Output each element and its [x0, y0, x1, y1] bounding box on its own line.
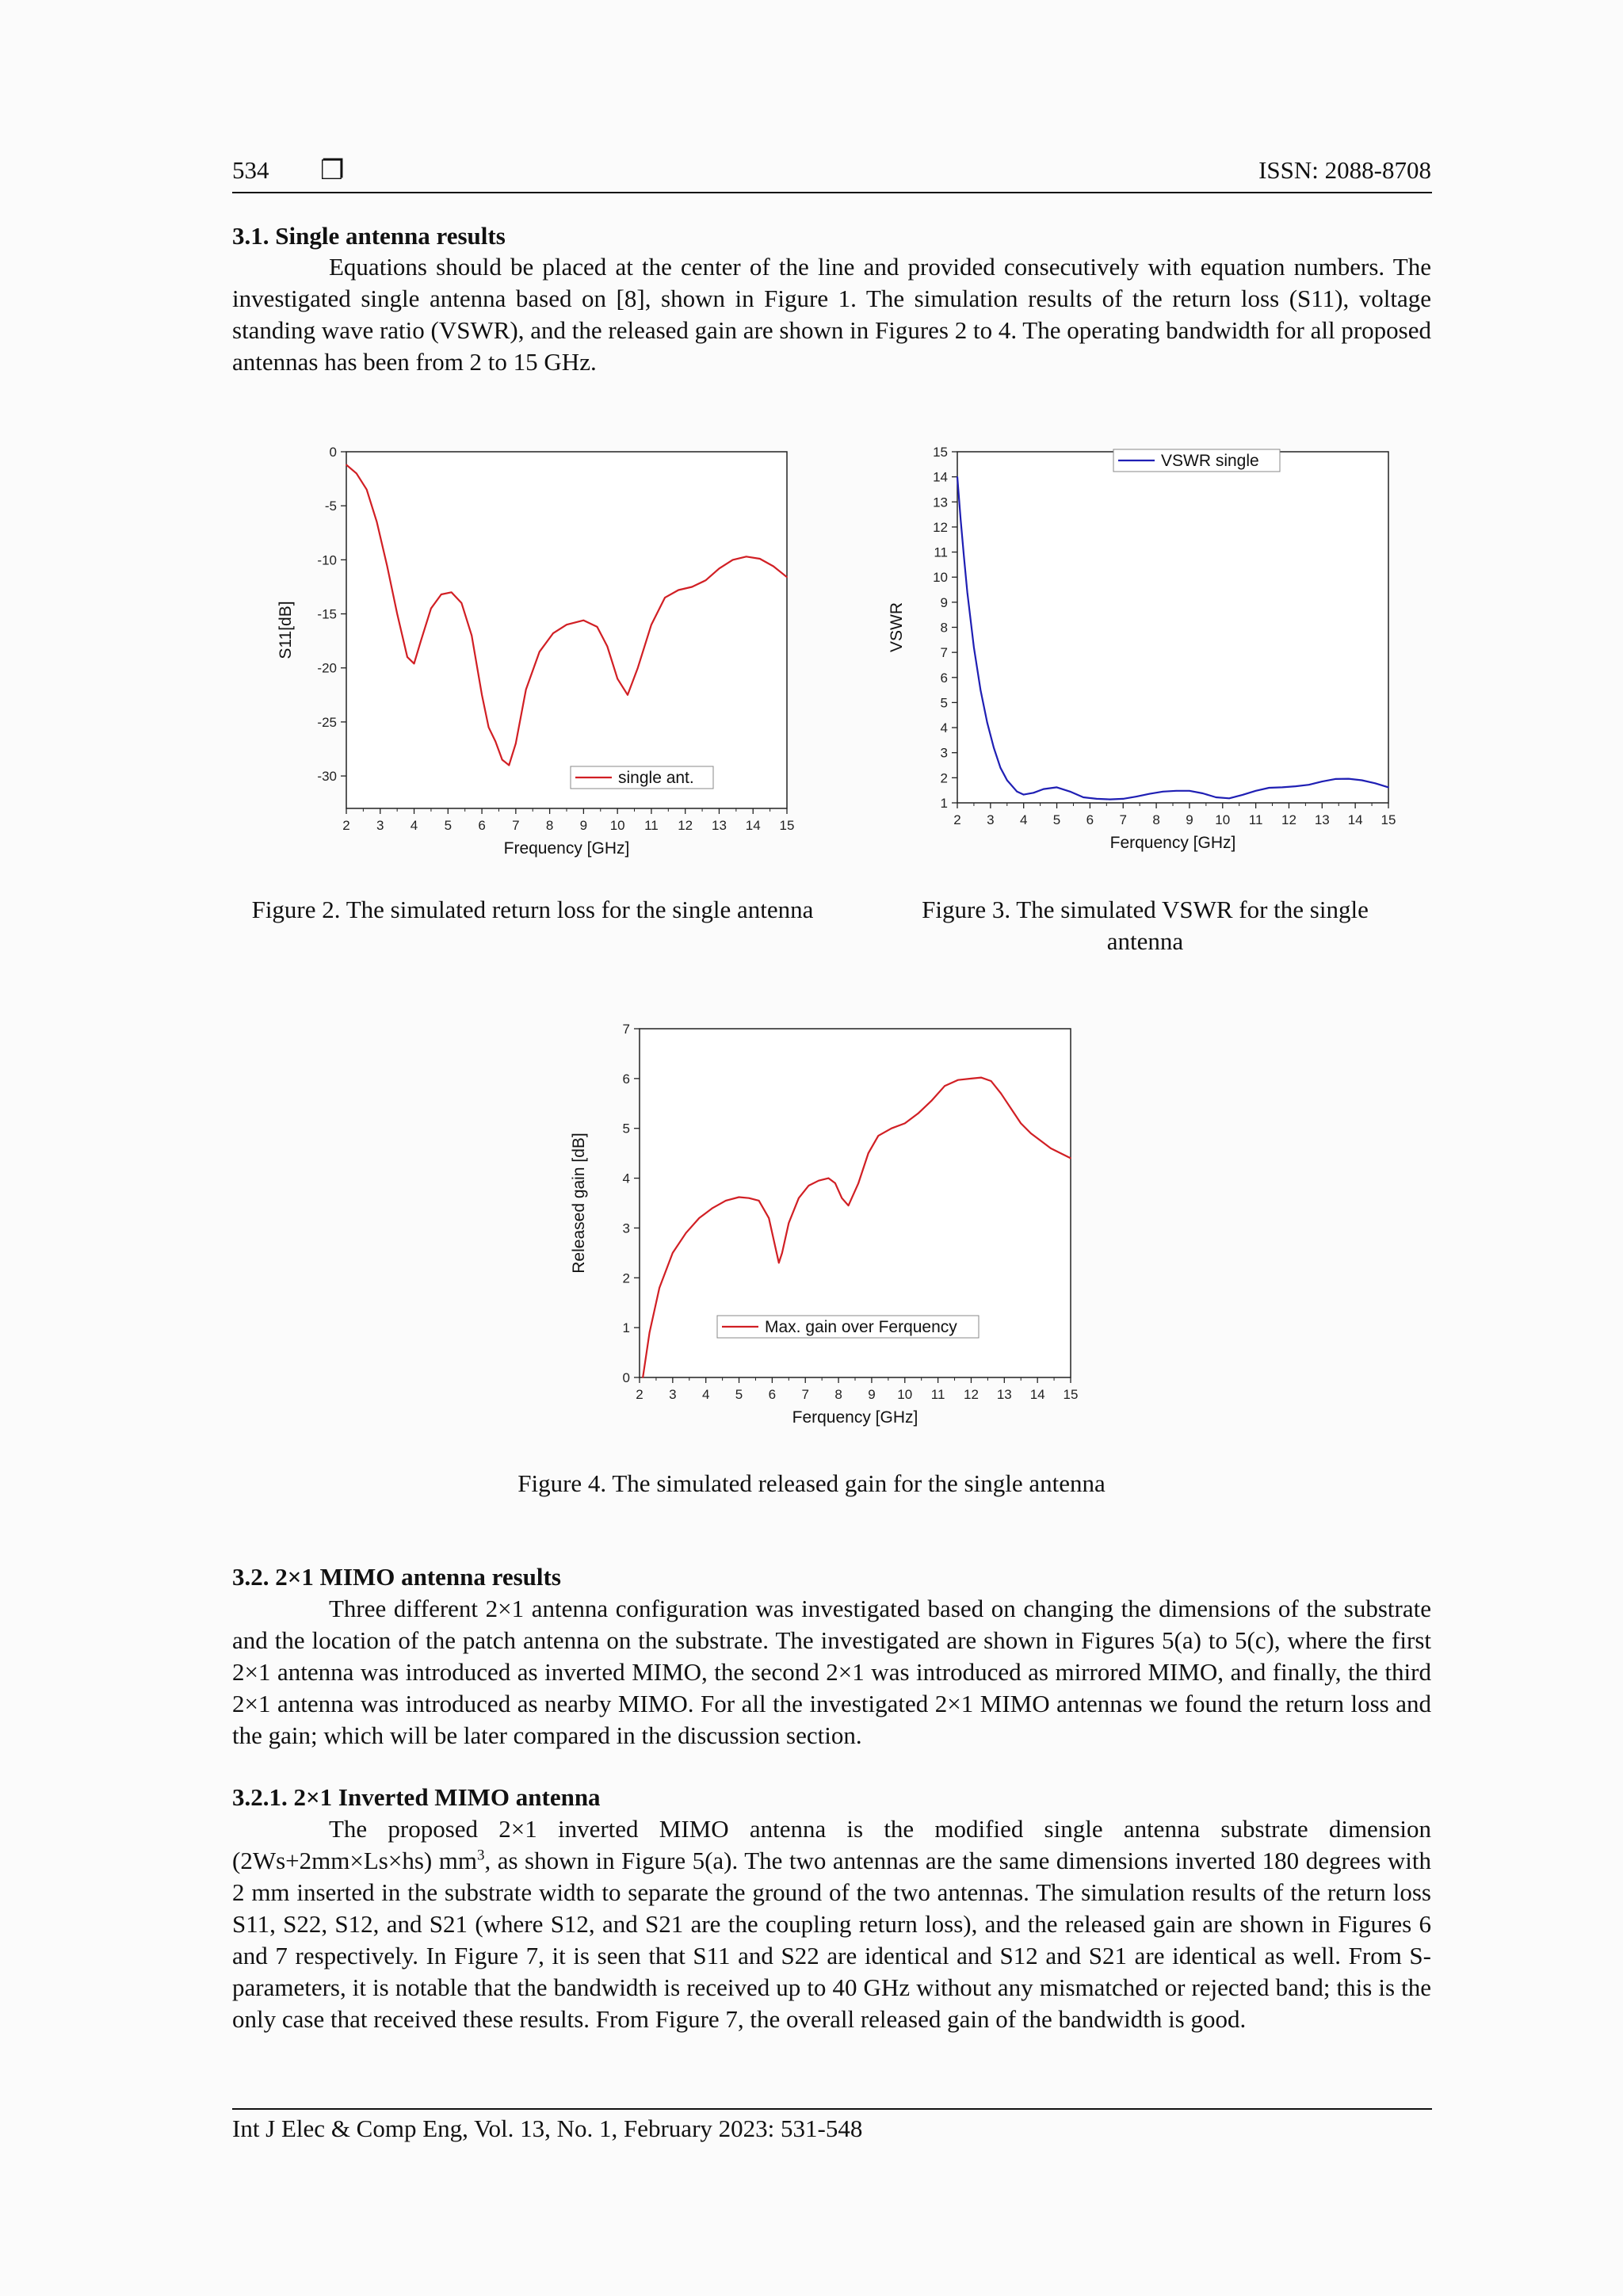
header-rule: [232, 192, 1432, 193]
section-3-2-paragraph: [232, 1593, 1431, 1752]
data-point: [637, 667, 639, 669]
data-point: [1010, 1108, 1012, 1110]
data-point: [495, 741, 496, 743]
y-tick-label: 6: [622, 1071, 630, 1087]
y-tick-label: 2: [622, 1270, 630, 1286]
x-tick-label: 15: [1063, 1387, 1079, 1402]
data-point: [1043, 789, 1044, 790]
y-tick-label: -10: [317, 552, 337, 568]
plot-frame: [346, 452, 787, 808]
figure-2-caption: Figure 2. The simulated return loss for the single antenna: [251, 896, 814, 923]
figure-2-chart: [262, 432, 816, 872]
figure-4-caption: Figure 4. The simulated released gain for the single antenna: [517, 1469, 1106, 1497]
data-point: [1202, 793, 1204, 794]
x-axis-label: Ferquency [GHz]: [792, 1408, 918, 1427]
x-tick-label: 11: [644, 818, 659, 833]
data-point: [552, 632, 554, 634]
data-point: [525, 689, 527, 690]
legend-label: Max. gain over Ferquency: [765, 1318, 957, 1336]
data-point: [1050, 1148, 1052, 1149]
y-tick-label: 6: [940, 670, 948, 686]
x-tick-label: 10: [1215, 812, 1231, 827]
data-point: [1388, 787, 1389, 789]
section-heading-3-2-1: 3.2.1. 2×1 Inverted MIMO antenna: [232, 1783, 601, 1811]
data-point: [356, 472, 357, 474]
data-point: [1020, 1123, 1022, 1125]
legend-label: single ant.: [618, 769, 694, 787]
data-point: [651, 624, 652, 625]
data-point: [430, 608, 432, 609]
data-point: [971, 1078, 972, 1079]
data-point: [1056, 787, 1058, 789]
data-point: [627, 694, 628, 696]
page-number: 534: [232, 156, 269, 184]
data-point: [781, 1252, 783, 1254]
y-tick-label: -20: [317, 660, 337, 676]
data-point: [461, 602, 463, 604]
y-tick-label: 4: [622, 1171, 630, 1186]
y-tick-label: 4: [940, 720, 948, 736]
data-point: [868, 1152, 869, 1154]
data-point: [904, 1123, 906, 1125]
x-tick-label: 15: [1381, 812, 1396, 827]
data-point: [1060, 1152, 1062, 1154]
x-tick-label: 11: [930, 1387, 945, 1402]
data-point: [471, 635, 472, 636]
x-tick-label: 4: [410, 818, 418, 833]
data-point: [515, 743, 517, 744]
data-point: [778, 1263, 780, 1264]
y-tick-label: 3: [622, 1221, 630, 1236]
data-point: [1308, 784, 1310, 785]
data-point: [607, 646, 609, 648]
data-point: [1083, 797, 1084, 798]
x-tick-label: 9: [1186, 812, 1193, 827]
plot-frame: [957, 452, 1388, 803]
data-point: [980, 1077, 982, 1079]
data-point: [967, 591, 968, 593]
data-point: [786, 576, 788, 578]
y-tick-label: 13: [933, 495, 948, 510]
x-tick-label: 15: [779, 818, 795, 833]
section-3-2-1-paragraph: [232, 1813, 1431, 2035]
data-point: [918, 1113, 919, 1114]
x-tick-label: 14: [745, 818, 761, 833]
x-tick-label: 9: [868, 1387, 876, 1402]
x-tick-label: 2: [636, 1387, 643, 1402]
x-tick-label: 2: [342, 818, 350, 833]
data-point: [1255, 790, 1257, 792]
x-tick-label: 12: [1281, 812, 1296, 827]
data-point: [1070, 1158, 1071, 1159]
section-heading-3-1: 3.1. Single antenna results: [232, 222, 506, 250]
data-point: [1175, 790, 1177, 792]
section-3-2-1-text-a: The proposed 2×1 inverted MIMO antenna is the modified single antenna substrate dimension (2Ws+2mm×Ls×hs) mm: [232, 1815, 1431, 1874]
y-tick-label: 10: [933, 570, 948, 586]
y-tick-label: 12: [933, 519, 948, 535]
data-point: [732, 560, 734, 561]
x-tick-label: 7: [801, 1387, 809, 1402]
x-tick-label: 12: [964, 1387, 979, 1402]
data-point: [396, 613, 398, 615]
data-point: [877, 1135, 879, 1137]
y-axis-label: S11[dB]: [277, 601, 295, 659]
data-point: [481, 694, 483, 696]
y-tick-label: 14: [933, 469, 948, 485]
data-point: [1335, 778, 1336, 780]
data-point: [773, 566, 774, 567]
y-tick-label: 3: [940, 745, 948, 761]
footer-rule: [232, 2108, 1432, 2110]
x-tick-label: 8: [1152, 812, 1160, 827]
x-tick-label: 3: [669, 1387, 677, 1402]
section-3-1-paragraph: [232, 251, 1431, 378]
data-point: [1006, 780, 1008, 781]
data-point: [366, 489, 368, 491]
data-point: [1228, 798, 1230, 800]
figure-4-chart: [563, 1007, 1117, 1446]
data-point: [691, 586, 693, 588]
data-point: [387, 564, 388, 566]
data-point: [420, 640, 422, 642]
data-point: [583, 620, 585, 621]
y-tick-label: 5: [622, 1121, 630, 1137]
x-tick-label: 7: [1119, 812, 1127, 827]
x-tick-label: 14: [1029, 1387, 1045, 1402]
data-point: [987, 722, 988, 724]
data-point: [1096, 798, 1098, 800]
data-point: [828, 1178, 830, 1179]
y-tick-label: -30: [317, 769, 337, 785]
y-tick-label: 11: [934, 544, 948, 560]
x-tick-label: 13: [712, 818, 727, 833]
data-point: [1136, 796, 1137, 797]
x-tick-label: 11: [1248, 812, 1263, 827]
data-point: [1149, 793, 1151, 795]
data-point: [678, 590, 679, 591]
data-point: [739, 1197, 740, 1198]
data-point: [848, 1205, 850, 1206]
x-tick-label: 13: [996, 1387, 1012, 1402]
y-tick-label: 5: [940, 695, 948, 711]
data-point: [1122, 798, 1124, 800]
x-tick-label: 8: [545, 818, 554, 833]
x-tick-label: 2: [953, 812, 961, 827]
data-point: [502, 759, 503, 761]
y-tick-label: -5: [324, 499, 337, 514]
data-point: [672, 1252, 674, 1254]
data-point: [685, 1232, 687, 1234]
data-point: [1023, 794, 1025, 796]
data-point: [746, 556, 747, 557]
data-point: [659, 1287, 660, 1289]
data-point: [957, 476, 958, 478]
data-point: [1189, 790, 1190, 792]
data-point: [789, 1222, 790, 1224]
data-point: [808, 1185, 810, 1186]
y-tick-label: 2: [940, 770, 948, 786]
data-point: [1017, 791, 1018, 793]
superscript-3: 3: [476, 1847, 485, 1864]
data-point: [451, 591, 453, 593]
x-tick-label: 5: [735, 1387, 743, 1402]
data-point: [1242, 794, 1243, 796]
data-point: [748, 1198, 750, 1199]
legend-label: VSWR single: [1161, 452, 1259, 470]
data-point: [768, 1217, 769, 1219]
data-point: [944, 1085, 945, 1087]
x-tick-label: 5: [1052, 812, 1061, 827]
data-point: [960, 519, 961, 521]
data-point: [539, 651, 540, 652]
y-tick-label: 7: [940, 645, 948, 661]
x-tick-label: 9: [579, 818, 588, 833]
journal-symbol-icon: ❐: [320, 156, 345, 185]
data-point: [930, 1100, 932, 1102]
data-point: [1374, 783, 1376, 785]
figure-3-caption: Figure 3. The simulated VSWR for the single antenna: [922, 896, 1369, 955]
section-3-1-text: Equations should be placed at the center of the line and provided consecutively with equation numbers. The investigated single antenna based on [8], shown in Figure 1. The simulation results of the return loss (S11), voltage standing wave ratio (VSWR), and the released gain are shown in Figures 2 to 4. The operating bandwidth for all proposed antennas has been from 2 to 15 GHz.: [232, 253, 1431, 376]
x-tick-label: 3: [987, 812, 995, 827]
data-point: [508, 765, 510, 766]
x-tick-label: 10: [609, 818, 625, 833]
y-tick-label: 0: [329, 445, 337, 460]
y-tick-label: 1: [940, 796, 948, 811]
data-point: [991, 1080, 992, 1082]
x-tick-label: 4: [701, 1387, 710, 1402]
figure-3-chart: [876, 432, 1430, 872]
data-point: [414, 663, 415, 664]
x-axis-label: Frequency [GHz]: [503, 839, 630, 858]
y-tick-label: -25: [317, 714, 337, 730]
x-tick-label: 7: [512, 818, 520, 833]
y-tick-label: -15: [317, 606, 337, 622]
data-point: [1281, 787, 1283, 789]
section-heading-3-2: 3.2. 2×1 MIMO antenna results: [232, 1563, 561, 1591]
data-point: [1000, 1093, 1002, 1095]
y-tick-label: 8: [940, 620, 948, 636]
data-point: [649, 1332, 651, 1334]
y-tick-label: 15: [933, 445, 948, 460]
data-point: [376, 521, 378, 523]
data-point: [617, 678, 618, 680]
data-point: [841, 1198, 842, 1199]
data-point: [957, 1079, 959, 1081]
data-point: [964, 556, 965, 558]
data-point: [973, 647, 975, 648]
data-point: [1000, 767, 1002, 769]
section-3-2-text: Three different 2×1 antenna configuration was investigated based on changing the dimensions of the substrate and the location of the patch antenna on the substrate. The investigated are shown in Figures 5(a) to 5(c), where the first 2×1 antenna was introduced as inverted MIMO, the second 2×1 was introduced as mirrored MIMO, and finally, the third 2×1 antenna was introduced as nearby MIMO. For all the investigated 2×1 MIMO antennas we found the return loss and the gain; which will be later compared in the discussion section.: [232, 1595, 1431, 1749]
y-tick-label: 0: [622, 1370, 630, 1385]
data-point: [1269, 787, 1270, 789]
data-point: [1348, 778, 1350, 780]
data-point: [725, 1200, 727, 1201]
data-point: [664, 597, 666, 598]
data-point: [758, 1200, 760, 1201]
data-point: [1033, 793, 1034, 794]
x-tick-label: 4: [1019, 812, 1028, 827]
data-point: [834, 1182, 836, 1184]
data-point: [993, 747, 995, 749]
data-point: [705, 579, 707, 581]
issn: ISSN: 2088-8708: [1258, 156, 1431, 184]
data-point: [566, 624, 567, 625]
data-point: [1030, 1133, 1032, 1134]
data-point: [775, 1247, 777, 1249]
data-point: [1109, 799, 1111, 800]
data-point: [1163, 791, 1164, 793]
data-point: [1216, 797, 1217, 798]
data-point: [346, 464, 347, 466]
x-axis-label: Ferquency [GHz]: [1109, 834, 1236, 852]
x-tick-label: 6: [1086, 812, 1094, 827]
x-tick-label: 13: [1314, 812, 1330, 827]
data-point: [759, 558, 761, 560]
x-tick-label: 14: [1347, 812, 1363, 827]
data-point: [597, 626, 598, 628]
data-point: [891, 1128, 892, 1129]
data-point: [857, 1182, 859, 1184]
x-tick-label: 5: [444, 818, 453, 833]
footer-citation: Int J Elec & Comp Eng, Vol. 13, No. 1, February 2023: 531-548: [232, 2115, 863, 2142]
data-point: [1295, 785, 1296, 787]
data-point: [798, 1198, 800, 1199]
y-tick-label: 9: [940, 594, 948, 610]
data-point: [642, 1377, 643, 1378]
y-axis-label: VSWR: [888, 602, 906, 652]
data-point: [1361, 780, 1363, 781]
y-tick-label: 7: [622, 1022, 630, 1037]
x-tick-label: 6: [478, 818, 486, 833]
data-point: [712, 1207, 713, 1209]
section-3-2-1-text-b: , as shown in Figure 5(a). The two antennas are the same dimensions inverted 180 degrees with 2 mm inserted in the substrate width to separate the ground of the two antennas. The simulation results of the return loss S11, S22, S12, and S21 (where S12, and S21 are the coupling return loss), and the released gain are shown in Figures 6 and 7 respectively. In Figure 7, it is seen that S11 and S22 are identical and S12 and S21 are identical as well. From S-parameters, it is notable that the bandwidth is received up to 40 GHz without any mismatched or rejected band; this is the only case that received these results. From Figure 7, the overall released gain of the bandwidth is good.: [232, 1847, 1431, 2033]
y-tick-label: 1: [622, 1320, 630, 1336]
x-tick-label: 8: [834, 1387, 842, 1402]
data-point: [407, 656, 408, 658]
data-point: [1322, 781, 1323, 782]
data-point: [980, 690, 981, 691]
data-point: [1069, 791, 1071, 793]
data-point: [818, 1180, 819, 1182]
data-point: [719, 567, 720, 569]
y-axis-label: Released gain [dB]: [570, 1133, 588, 1274]
x-tick-label: 6: [768, 1387, 777, 1402]
data-point: [441, 594, 442, 595]
x-tick-label: 3: [376, 818, 384, 833]
data-point: [1041, 1140, 1042, 1142]
data-point: [488, 727, 490, 728]
data-point: [699, 1217, 701, 1219]
x-tick-label: 10: [897, 1387, 913, 1402]
x-tick-label: 12: [678, 818, 693, 833]
